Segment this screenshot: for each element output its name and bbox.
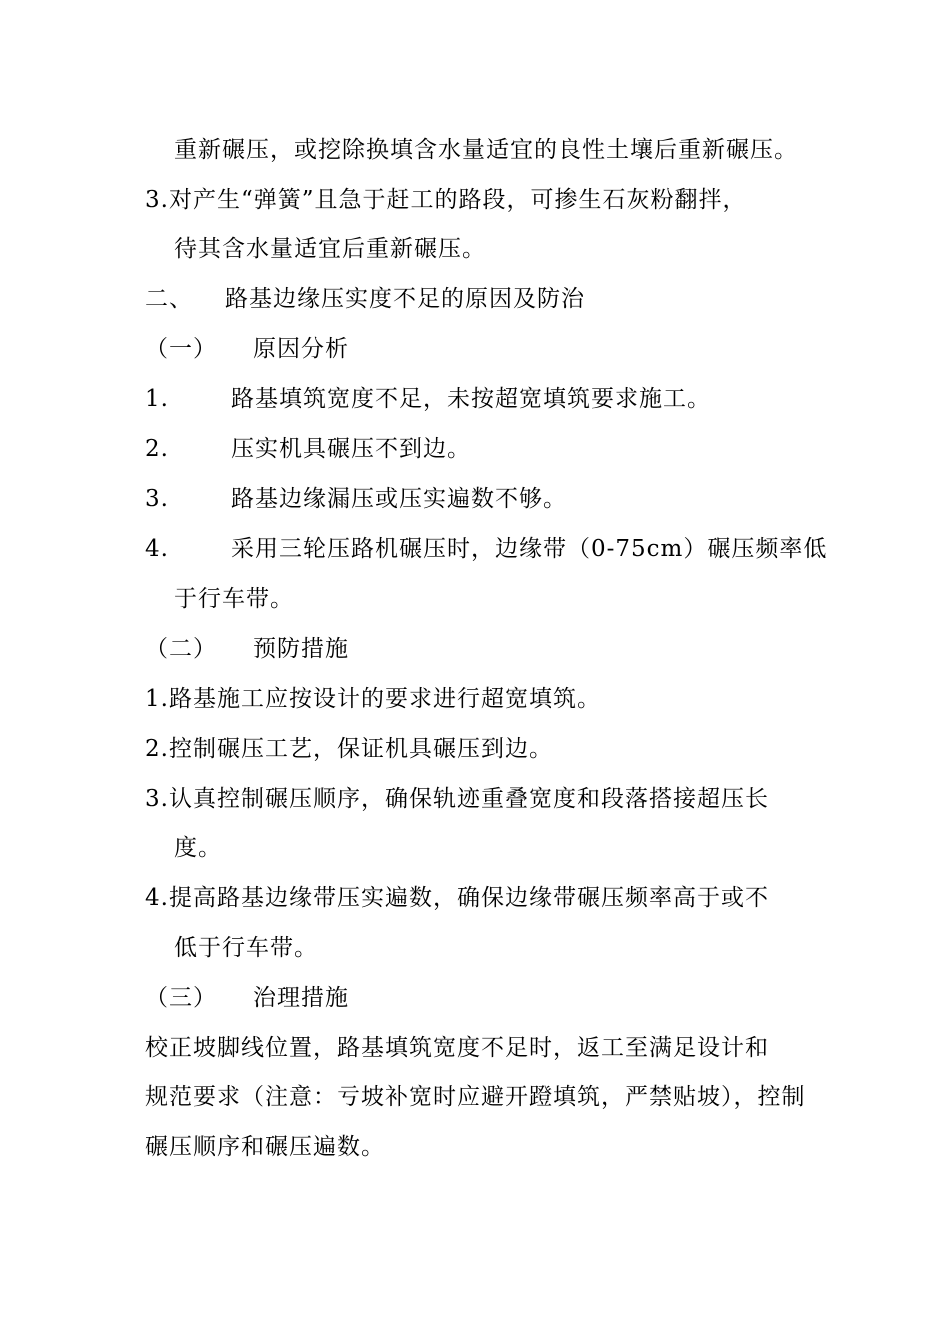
list-text: 于行车带。 — [174, 586, 294, 612]
section-heading-2 — [145, 284, 585, 314]
prevention-item-2 — [145, 734, 553, 764]
subsection-number: （一） — [145, 336, 217, 362]
prevention-item-3 — [145, 784, 769, 814]
cause-item-4 — [145, 534, 827, 564]
subsection-heading-1 — [145, 334, 349, 364]
list-text: 采用三轮压路机碾压时，边缘带（0-75cm）碾压频率低 — [230, 536, 828, 562]
list-number: 1. — [145, 686, 169, 712]
paragraph-text: 规范要求（注意：亏坡补宽时应避开蹬填筑，严禁贴坡），控制 — [145, 1084, 806, 1110]
cause-item-2 — [145, 434, 471, 464]
paragraph-text: 校正坡脚线位置，路基填筑宽度不足时，返工至满足设计和 — [145, 1035, 769, 1061]
list-text: 待其含水量适宜后重新碾压。 — [174, 236, 486, 262]
subsection-title: 治理措施 — [253, 985, 349, 1011]
list-text: 提高路基边缘带压实遍数，确保边缘带碾压频率高于或不 — [168, 885, 769, 911]
list-text: 对产生“弹簧”且急于赶工的路段，可掺生石灰粉翻拌， — [168, 187, 747, 213]
list-number: 2. — [145, 736, 169, 762]
subsection-number: （二） — [145, 636, 217, 662]
prevention-item-3-continuation — [174, 833, 222, 863]
subsection-heading-2 — [145, 634, 349, 664]
paragraph-continuation-line — [174, 135, 798, 165]
list-text: 路基边缘漏压或压实遍数不够。 — [230, 486, 567, 512]
subsection-heading-3 — [145, 983, 349, 1013]
subsection-number: （三） — [145, 985, 217, 1011]
paragraph-text: 碾压顺序和碾压遍数。 — [145, 1134, 385, 1160]
list-number: 3. — [145, 786, 169, 812]
list-text: 认真控制碾压顺序，确保轨迹重叠宽度和段落搭接超压长 — [168, 786, 769, 812]
treatment-paragraph-line-2 — [145, 1082, 806, 1112]
subsection-title: 原因分析 — [253, 336, 349, 362]
list-text: 控制碾压工艺，保证机具碾压到边。 — [168, 736, 553, 762]
list-number: 2. — [145, 436, 169, 462]
list-text: 路基填筑宽度不足，未按超宽填筑要求施工。 — [230, 386, 711, 412]
list-number: 3. — [145, 486, 169, 512]
list-number: 3. — [145, 187, 169, 213]
prevention-item-1 — [145, 684, 601, 714]
list-number: 4. — [145, 885, 169, 911]
treatment-paragraph-line-1 — [145, 1033, 769, 1063]
cause-item-1 — [145, 384, 711, 414]
prevention-item-4 — [145, 883, 769, 913]
cause-item-4-continuation — [174, 584, 294, 614]
list-number: 1. — [145, 386, 169, 412]
section-title: 路基边缘压实度不足的原因及防治 — [225, 286, 585, 312]
list-text: 度。 — [174, 835, 222, 861]
list-number: 4. — [145, 536, 169, 562]
list-item-3-continuation — [174, 234, 486, 264]
section-number: 二、 — [145, 286, 193, 312]
cause-item-3 — [145, 484, 567, 514]
list-text: 低于行车带。 — [174, 935, 318, 961]
list-text: 压实机具碾压不到边。 — [230, 436, 471, 462]
treatment-paragraph-line-3 — [145, 1132, 385, 1162]
text: 重新碾压，或挖除换填含水量适宜的良性土壤后重新碾压。 — [174, 137, 798, 163]
list-item-3 — [145, 185, 746, 215]
prevention-item-4-continuation — [174, 933, 318, 963]
subsection-title: 预防措施 — [253, 636, 349, 662]
list-text: 路基施工应按设计的要求进行超宽填筑。 — [168, 686, 601, 712]
